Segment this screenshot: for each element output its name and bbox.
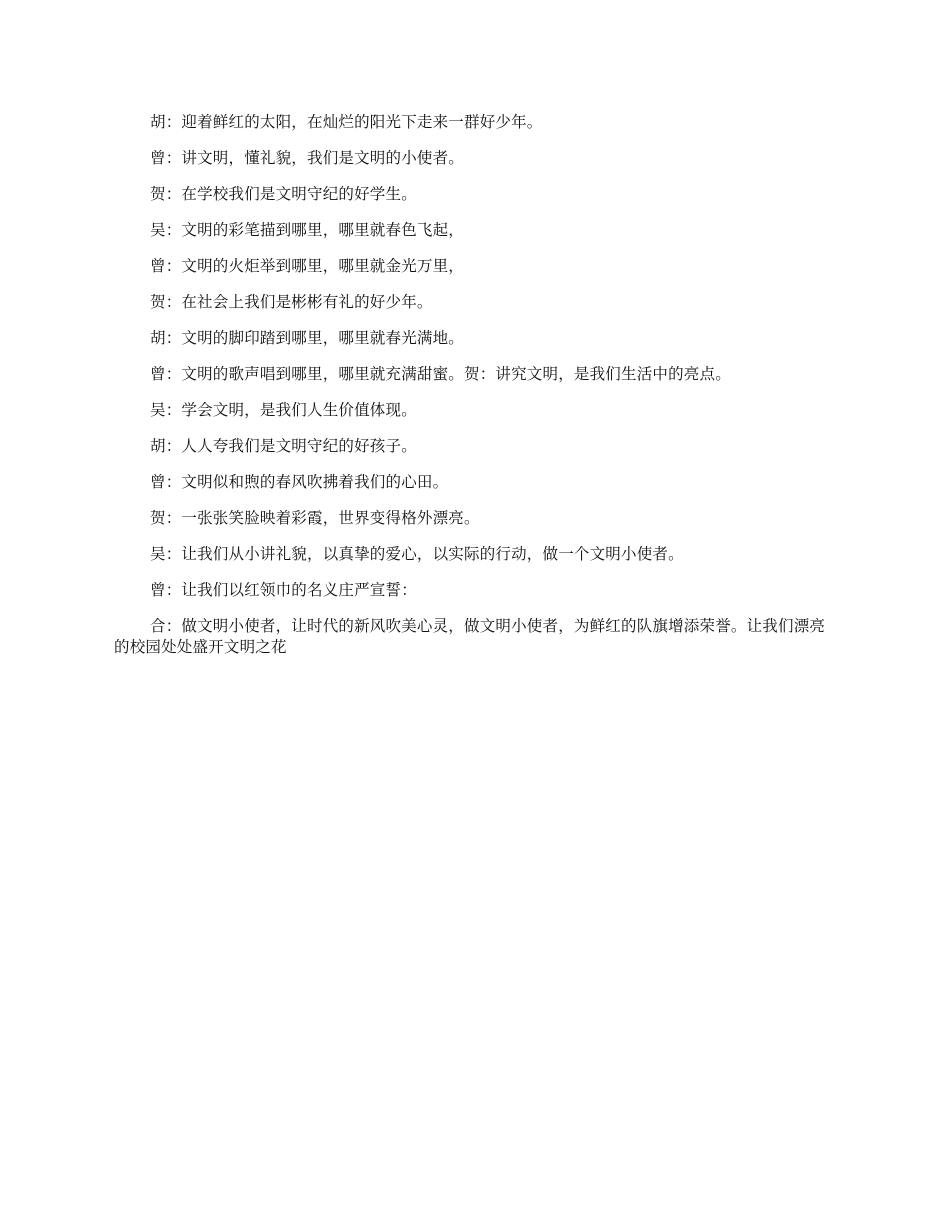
dialogue-line: 曾：文明似和煦的春风吹拂着我们的心田。 xyxy=(150,473,449,491)
dialogue-line: 曾：文明的火炬举到哪里，哪里就金光万里， xyxy=(150,257,465,275)
dialogue-line: 吴：让我们从小讲礼貌，以真挚的爱心，以实际的行动，做一个文明小使者。 xyxy=(150,545,684,563)
dialogue-line: 吴：文明的彩笔描到哪里，哪里就春色飞起， xyxy=(150,221,465,239)
document-body xyxy=(114,112,838,673)
dialogue-line: 曾：文明的歌声唱到哪里，哪里就充满甜蜜。贺：讲究文明，是我们生活中的亮点。 xyxy=(150,365,731,383)
dialogue-line: 曾：让我们以红领巾的名义庄严宣誓： xyxy=(150,581,417,599)
dialogue-line: 贺：一张张笑脸映着彩霞，世界变得格外漂亮。 xyxy=(150,509,480,527)
dialogue-line: 吴：学会文明，是我们人生价值体现。 xyxy=(150,401,417,419)
dialogue-line: 胡：人人夸我们是文明守纪的好孩子。 xyxy=(150,437,417,455)
dialogue-line: 胡：迎着鲜红的太阳，在灿烂的阳光下走来一群好少年。 xyxy=(150,113,543,131)
dialogue-line: 贺：在社会上我们是彬彬有礼的好少年。 xyxy=(150,293,433,311)
dialogue-line: 曾：讲文明，懂礼貌，我们是文明的小使者。 xyxy=(150,149,465,167)
closing-chorus-paragraph: 合：做文明小使者，让时代的新风吹美心灵，做文明小使者，为鲜红的队旗增添荣誉。让我们漂亮的校园处处盛开文明之花 xyxy=(114,617,826,656)
dialogue-line: 胡：文明的脚印踏到哪里，哪里就春光满地。 xyxy=(150,329,465,347)
dialogue-line: 贺：在学校我们是文明守纪的好学生。 xyxy=(150,185,417,203)
